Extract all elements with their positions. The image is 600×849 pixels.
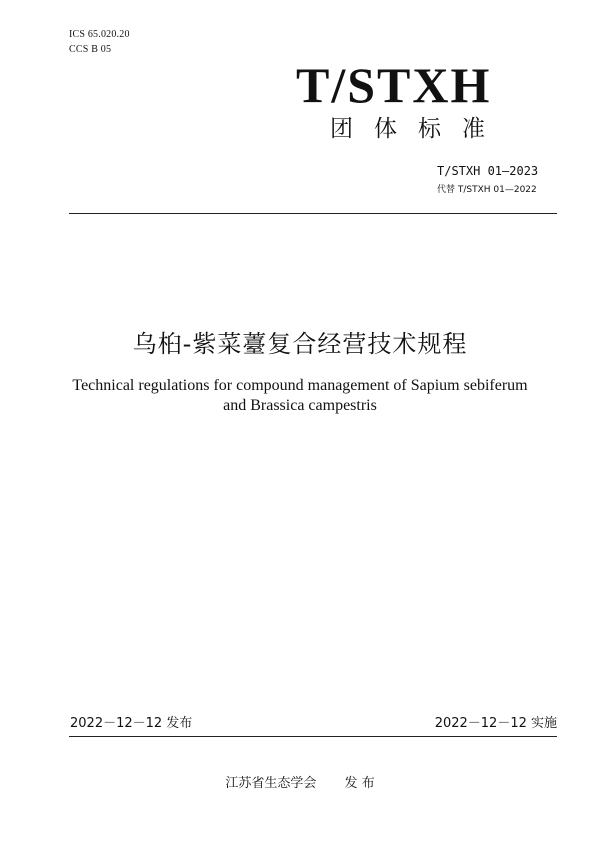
top-divider (69, 213, 557, 214)
ccs-code: CCS B 05 (69, 44, 112, 55)
replaces-note: 代替 T/STXH 01—2022 (437, 185, 537, 195)
implement-date: 2022－12－12 实施 (434, 716, 557, 731)
publisher-name: 江苏省生态学会 (225, 776, 317, 791)
publish-date: 2022－12－12 发布 (70, 716, 193, 731)
document-title-chinese: 乌桕-紫菜薹复合经营技术规程 (132, 330, 468, 358)
document-number: T/STXH 01—2023 (437, 164, 539, 178)
standard-type: 团体标准 (330, 116, 506, 142)
standard-logo: T/STXH (296, 57, 492, 113)
ics-code: ICS 65.020.20 (69, 29, 130, 40)
bottom-divider (69, 736, 557, 737)
document-title-english: Technical regulations for compound management of Sapium sebiferum and Brassica campestris (72, 377, 528, 414)
publish-label: 发 布 (344, 776, 375, 791)
publisher-line (0, 775, 600, 793)
